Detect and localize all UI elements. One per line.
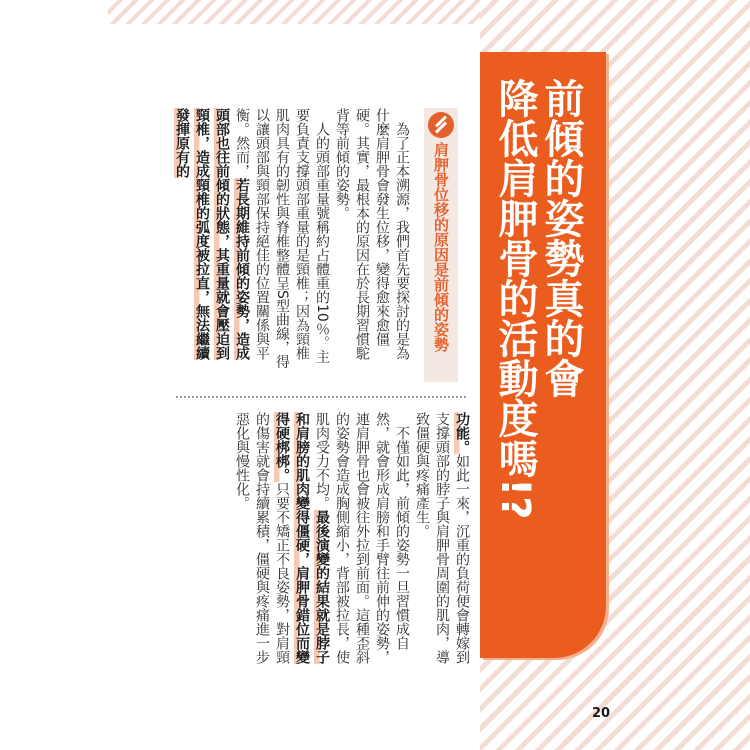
paragraph-3 <box>412 412 472 674</box>
paragraph-4-start: 不僅如此，前傾的姿勢一旦習慣成自然，就會形成肩膀和手臂往前伸的姿勢，連肩胛骨也會被往外拉到前面。這種歪斜的姿勢會造成胸側縮小，背部被拉長，使肌肉受力不均。 <box>314 412 410 664</box>
paragraph-4 <box>232 412 412 674</box>
paragraph-4-end: 只要不矯正不良姿勢，對肩頸的傷害就會持續累積，僵硬與疼痛進一步惡化與慢性化。 <box>234 412 290 664</box>
emphasis-text: 若長期維持前傾的姿勢，造成頭部也往前傾的狀態，其重量就會壓迫到頸椎，造成頸椎的弧度被拉直，無法繼續發揮原有的 <box>174 108 250 360</box>
body-text-bottom <box>222 412 472 674</box>
dotted-divider <box>176 396 466 398</box>
title-line-2: 降低肩胛骨的活動度嗎!? <box>492 78 538 520</box>
emphasis-text: 功能。 <box>454 412 470 454</box>
section-heading: 肩胛骨位移的原因是前傾的姿勢 <box>432 142 450 352</box>
body-text-top <box>176 108 412 373</box>
decorative-stripes-top <box>108 0 480 24</box>
paragraph-3-text: 如此一來，沉重的負荷便會轉嫁到支撐頭部的脖子與肩胛骨周圍的肌肉，導致僵硬與疼痛產生。 <box>414 412 470 664</box>
emphasis-text: 最後演變的結果就是脖子和肩膀的肌肉變得僵硬，肩胛骨錯位而變得硬梆梆。 <box>274 412 330 664</box>
page-number: 20 <box>592 706 611 721</box>
paragraph-2 <box>172 108 332 373</box>
title-line-1: 前傾的姿勢真的會 <box>538 78 584 398</box>
heading-bullet-icon <box>428 112 454 138</box>
paragraph-1: 為了正本溯源，我們首先要探討的是為什麼肩胛骨會發生位移，變得愈來愈僵硬。其實，最根本的原因在於長期習慣駝背等前傾的姿勢。 <box>334 108 410 360</box>
paragraph-2-text: 人的頭部重量號稱約占體重的10％。主要負責支撐頭部重量的是頸椎；因為頸椎肌肉具有的韌性與脊椎整體呈S型曲線，得以讓頭部與頸部保持絕佳的位置關係與平衡。然而， <box>234 108 330 369</box>
